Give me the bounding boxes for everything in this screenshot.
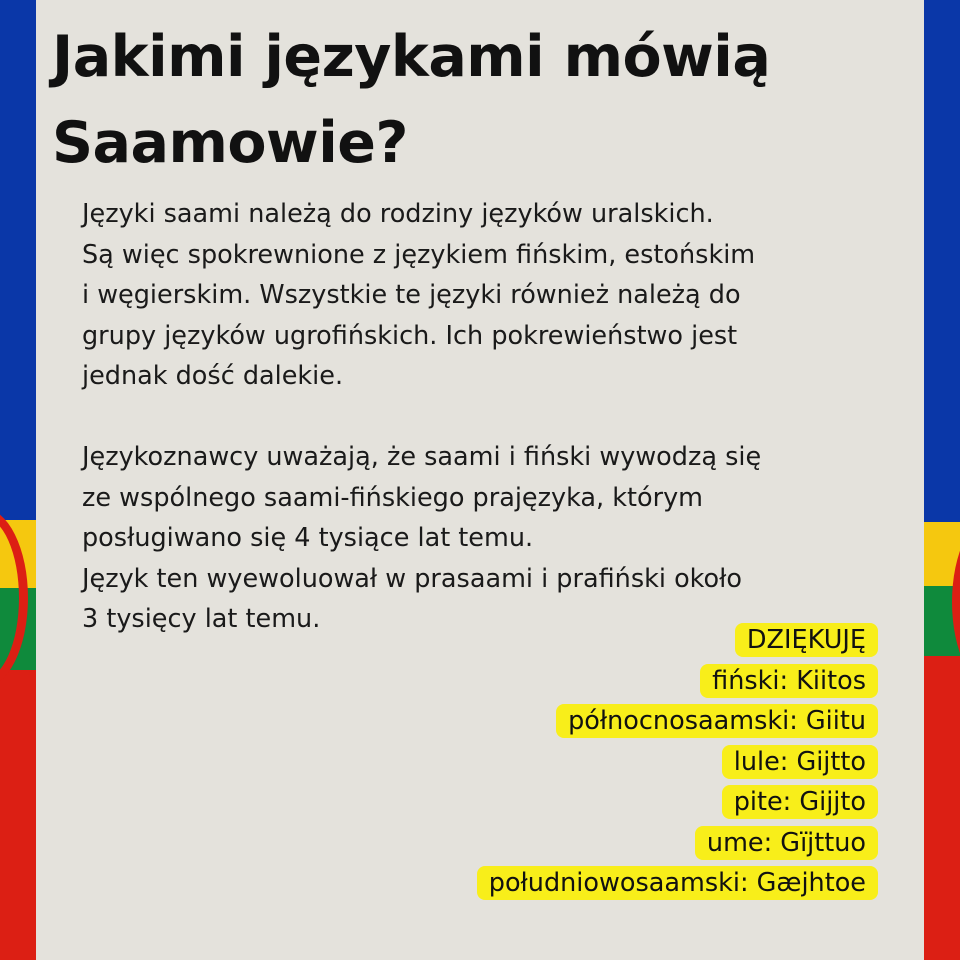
thanks-item-finnish: fiński: Kiitos	[700, 664, 878, 698]
content-panel	[36, 0, 924, 960]
thanks-item-north-sami: północnosaamski: Giitu	[556, 704, 878, 738]
flag-blue-stripe	[924, 0, 960, 522]
thanks-heading-row	[378, 620, 878, 661]
flag-red-stripe	[0, 670, 36, 960]
paragraph-spacer	[82, 397, 912, 438]
body-text	[82, 194, 912, 640]
thanks-item	[378, 823, 878, 864]
thanks-item	[378, 782, 878, 823]
left-flag-band	[0, 0, 36, 960]
thanks-item	[378, 661, 878, 702]
title-line-2: Saamowie?	[52, 110, 408, 176]
flag-blue-stripe	[0, 0, 36, 520]
thanks-item	[378, 863, 878, 904]
page-title	[52, 14, 912, 186]
right-flag-band	[924, 0, 960, 960]
thanks-item-ume: ume: Gïjttuo	[695, 826, 878, 860]
thanks-heading: DZIĘKUJĘ	[735, 623, 878, 657]
paragraph-1: Języki saami należą do rodziny języków uralskich. Są więc spokrewnione z językiem fińskim, estońskim i węgierskim. Wszystkie te języki również należą do grupy języków ugrofińskich. Ich pokrewieństwo jest jednak dość dalekie.	[82, 199, 756, 391]
thanks-item-south-sami: południowosaamski: Gæjhtoe	[477, 866, 878, 900]
thanks-item	[378, 701, 878, 742]
thanks-item-lule: lule: Gijtto	[722, 745, 878, 779]
thanks-item-pite: pite: Gijjto	[722, 785, 878, 819]
title-line-1: Jakimi językami mówią	[52, 24, 771, 90]
paragraph-2: Językoznawcy uważają, że saami i fiński wywodzą się ze wspólnego saami-fińskiego prajęzyka, którym posługiwano się 4 tysiące lat temu. Język ten wyewoluował w prasaami i prafiński około 3 tysięcy lat temu.	[82, 442, 762, 634]
thank-you-list	[378, 620, 878, 904]
flag-red-stripe	[924, 656, 960, 960]
thanks-item	[378, 742, 878, 783]
